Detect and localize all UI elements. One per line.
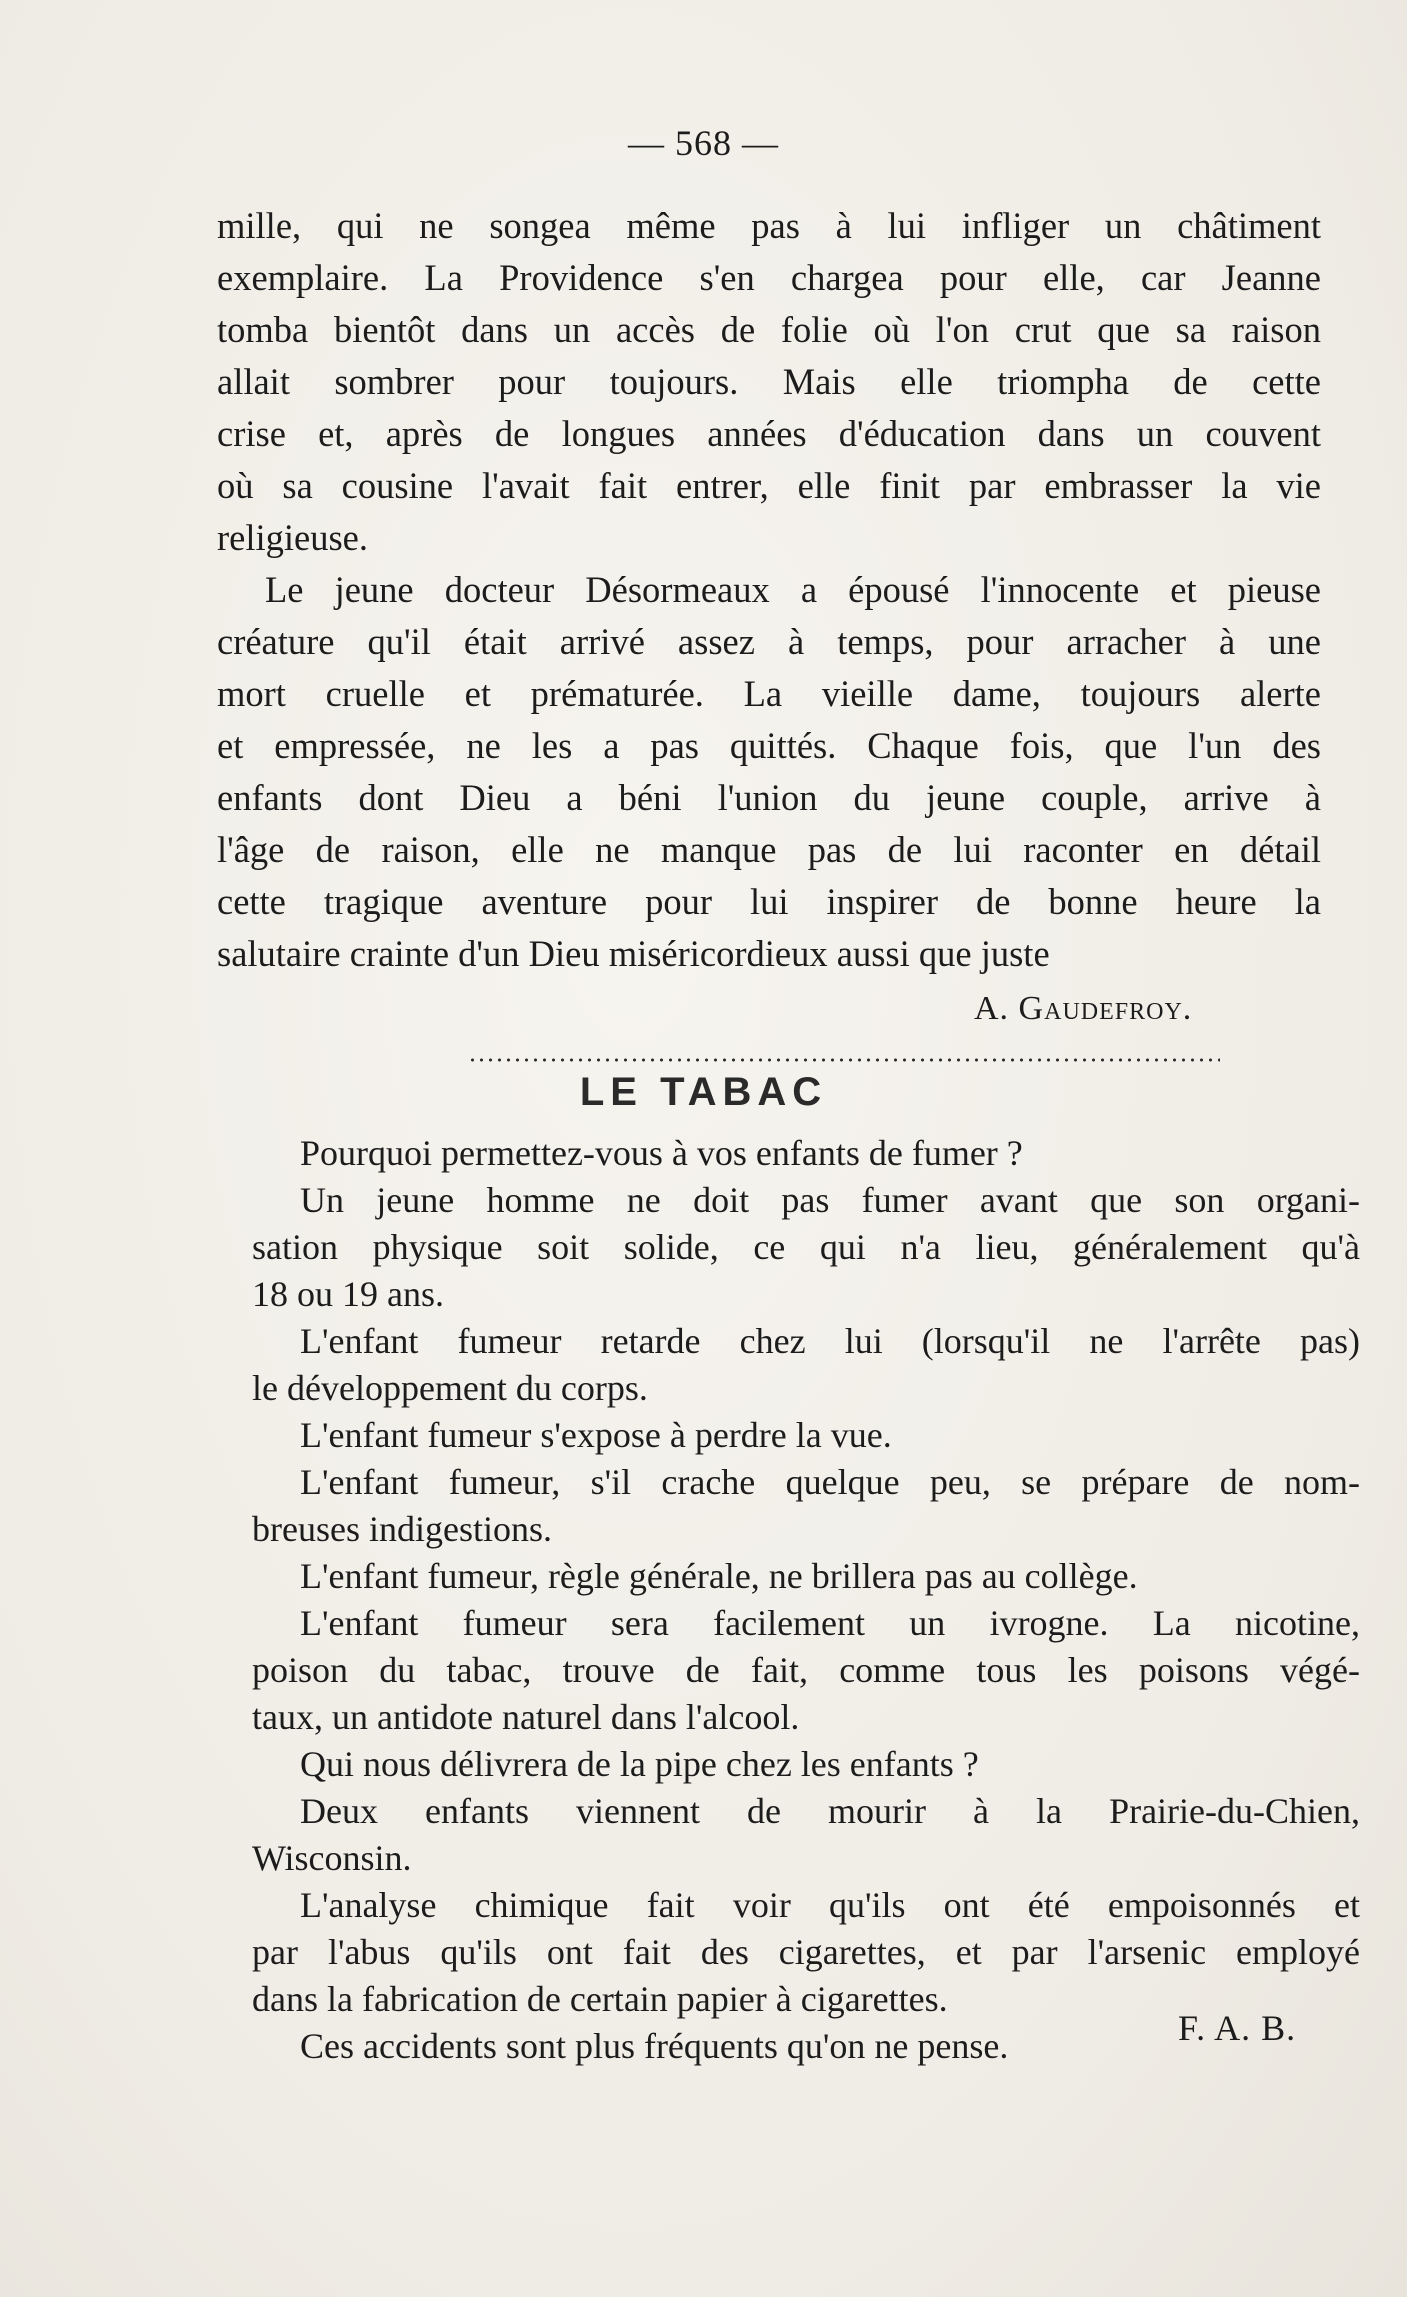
article-body — [252, 1130, 1360, 2070]
text-line: crise et, après de longues années d'éducation dans un couvent — [217, 413, 1321, 454]
text-line: et empressée, ne les a pas quittés. Chaque fois, que l'un des — [217, 725, 1321, 766]
text-line: allait sombrer pour toujours. Mais elle triompha de cette — [217, 361, 1321, 402]
text-line: tomba bientôt dans un accès de folie où l'on crut que sa raison — [217, 309, 1321, 350]
text-line: où sa cousine l'avait fait entrer, elle finit par embrasser la vie — [217, 465, 1321, 506]
text-line: mort cruelle et prématurée. La vieille dame, toujours alerte — [217, 673, 1321, 714]
text-line: religieuse. — [217, 517, 369, 558]
article-paragraph — [252, 1788, 1360, 1882]
text-line: taux, un antidote naturel dans l'alcool. — [252, 1697, 800, 1737]
text-line: Pourquoi permettez-vous à vos enfants de fumer ? — [300, 1133, 1023, 1173]
article-paragraph — [252, 1177, 1360, 1318]
text-line: dans la fabrication de certain papier à cigarettes. — [252, 1979, 948, 2019]
text-line: enfants dont Dieu a béni l'union du jeune couple, arrive à — [217, 777, 1321, 818]
text-line: 18 ou 19 ans. — [252, 1274, 444, 1314]
story-signature: A. Gaudefroy. — [974, 990, 1193, 1027]
article-signature: F. A. B. — [1178, 2008, 1297, 2048]
page-number: — 568 — — [628, 123, 779, 163]
text-line: sation physique soit solide, ce qui n'a lieu, généralement qu'à — [252, 1227, 1360, 1267]
article-paragraph — [252, 1600, 1360, 1741]
article-paragraph — [252, 1459, 1360, 1553]
text-line: Ces accidents sont plus fréquents qu'on ne pense. — [300, 2026, 1009, 2066]
article-paragraph — [252, 1882, 1360, 2023]
article-paragraph — [252, 1412, 1360, 1459]
text-line: Qui nous délivrera de la pipe chez les enfants ? — [300, 1744, 979, 1784]
text-line: L'enfant fumeur s'expose à perdre la vue. — [300, 1415, 892, 1455]
text-line: Wisconsin. — [252, 1838, 412, 1878]
article-paragraph — [252, 1318, 1360, 1412]
text-line: L'enfant fumeur sera facilement un ivrogne. La nicotine, — [300, 1603, 1360, 1643]
text-line: Deux enfants viennent de mourir à la Prairie-du-Chien, — [300, 1791, 1360, 1831]
section-divider — [468, 1057, 1220, 1063]
text-line: salutaire crainte d'un Dieu miséricordieux aussi que juste — [217, 933, 1050, 974]
text-line: le développement du corps. — [252, 1368, 648, 1408]
text-line: breuses indigestions. — [252, 1509, 552, 1549]
story-conclusion — [217, 200, 1321, 980]
text-line: L'enfant fumeur, règle générale, ne brillera pas au collège. — [300, 1556, 1138, 1596]
story-paragraph-1 — [217, 200, 1321, 564]
text-line: Le jeune docteur Désormeaux a épousé l'innocente et pieuse — [265, 569, 1321, 610]
text-line: L'analyse chimique fait voir qu'ils ont été empoisonnés et — [300, 1885, 1360, 1925]
text-line: mille, qui ne songea même pas à lui infliger un châtiment — [217, 205, 1321, 246]
story-paragraph-2 — [217, 564, 1321, 980]
article-paragraph — [252, 1130, 1360, 1177]
text-line: L'enfant fumeur retarde chez lui (lorsqu'il ne l'arrête pas) — [300, 1321, 1360, 1361]
text-line: Un jeune homme ne doit pas fumer avant que son organi- — [300, 1180, 1360, 1220]
text-line: cette tragique aventure pour lui inspirer de bonne heure la — [217, 881, 1321, 922]
text-line: créature qu'il était arrivé assez à temps, pour arracher à une — [217, 621, 1321, 662]
article-title: LE TABAC — [579, 1070, 828, 1114]
text-line: exemplaire. La Providence s'en chargea pour elle, car Jeanne — [217, 257, 1321, 298]
article-paragraph — [252, 1741, 1360, 1788]
text-line: poison du tabac, trouve de fait, comme tous les poisons végé- — [252, 1650, 1360, 1690]
text-line: l'âge de raison, elle ne manque pas de lui raconter en détail — [217, 829, 1321, 870]
text-line: par l'abus qu'ils ont fait des cigarettes, et par l'arsenic employé — [252, 1932, 1360, 1972]
article-paragraph — [252, 1553, 1360, 1600]
text-line: L'enfant fumeur, s'il crache quelque peu, se prépare de nom- — [300, 1462, 1360, 1502]
